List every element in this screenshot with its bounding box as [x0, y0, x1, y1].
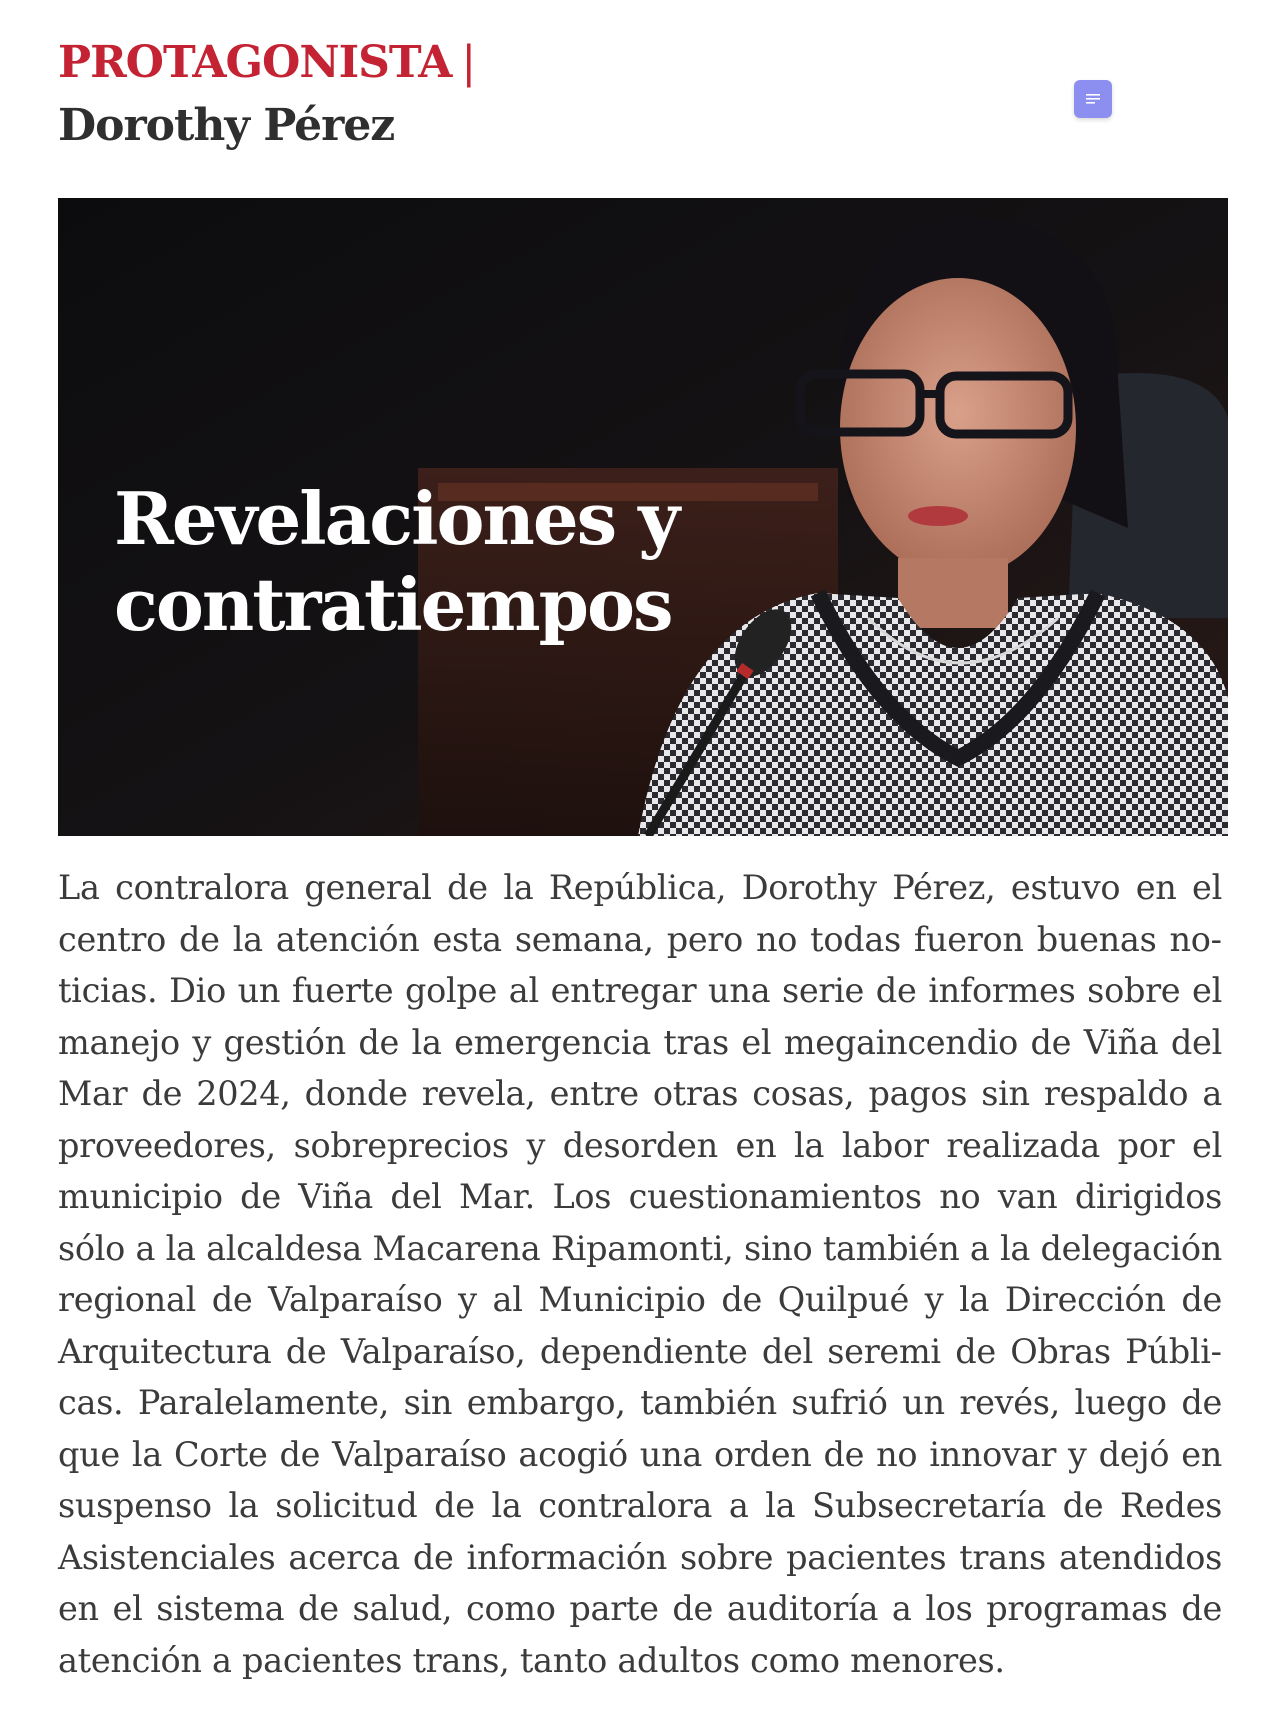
hero-headline	[114, 476, 754, 648]
section-kicker: PROTAGONISTA	[58, 37, 452, 88]
protagonist-name: Dorothy Pérez	[58, 100, 395, 151]
hero-headline-line-2: contratiempos	[114, 562, 672, 647]
hero-image	[58, 198, 1228, 836]
hero-headline-line-1: Revelaciones y	[114, 476, 679, 561]
menu-icon	[1084, 92, 1102, 106]
article-header	[58, 34, 1208, 164]
kicker-line	[58, 34, 1208, 92]
kicker-separator: |	[461, 37, 476, 88]
menu-button[interactable]	[1074, 80, 1112, 118]
article-body: La contralora general de la República, Dorothy Pérez, estuvo en el centro de la atención esta semana, pero no todas fueron buenas noticias. Dio un fuerte golpe al entregar una serie de informes sobre el manejo y gestión de la emergencia tras el megaincendio de Viña del Mar de 2024, donde revela, entre otras cosas, pagos sin respaldo a proveedores, sobreprecios y desorden en la labor realizada por el municipio de Viña del Mar. Los cuestionamientos no van dirigidos sólo a la alcaldesa Macarena Ripamonti, sino también a la delegación regional de Valparaíso y al Municipio de Quilpué y la Dirección de Arquitectura de Valparaíso, dependiente del seremi de Obras Públicas. Paralelamente, sin embargo, también sufrió un revés, luego de que la Corte de Valparaíso acogió una orden de no innovar y dejó en suspenso la solicitud de la contralora a la Subsecretaría de Redes Asistenciales acerca de información sobre pacientes trans atendidos en el sistema de salud, como parte de auditoría a los programas de atención a pacientes trans, tanto adultos como menores.	[58, 868, 1222, 1680]
